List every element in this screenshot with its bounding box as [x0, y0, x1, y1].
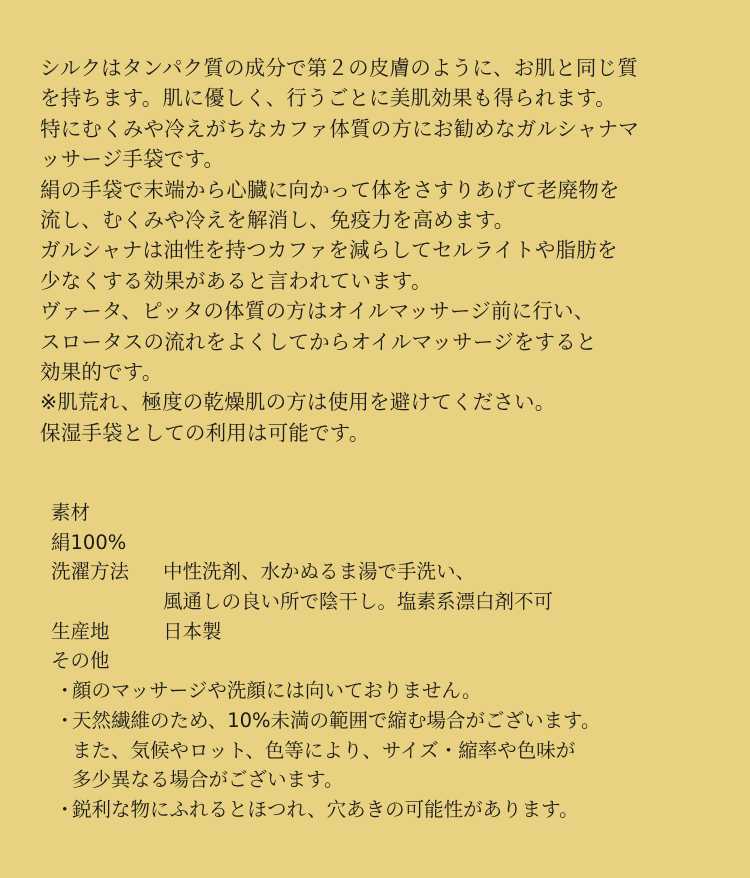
intro-line: ッサージ手袋です。 [40, 147, 225, 172]
intro-line: 特にむくみや冷えがちなカファ体質の方にお勧めなガルシャナマ [40, 116, 639, 141]
washing-value-line1: 中性洗剤、水かぬるま湯で手洗い、 [163, 560, 476, 584]
note-item [51, 706, 731, 736]
note-text: また、気候やロット、色等により、サイズ・縮率や色味が [72, 738, 576, 762]
intro-line: ※肌荒れ、極度の乾燥肌の方は使用を避けてください。 [40, 390, 556, 415]
bullet-marker: ・ [55, 797, 75, 821]
intro-line: を持ちます。肌に優しく、行うごとに美肌効果も得られます。 [40, 86, 616, 111]
note-item [51, 795, 731, 825]
origin-value: 日本製 [163, 619, 222, 643]
note-text: 多少異なる場合がございます。 [72, 768, 344, 792]
note-item [51, 676, 731, 706]
intro-line: 保湿手袋としての利用は可能です。 [40, 420, 370, 445]
other-label-row [51, 646, 731, 676]
note-text: 鋭利な物にふれるとほつれ、穴あきの可能性があります。 [72, 797, 579, 821]
intro-line: ヴァータ、ピッタの体質の方はオイルマッサージ前に行い、 [40, 299, 595, 324]
material-label: 素材 [51, 501, 91, 524]
material-label-row [51, 498, 731, 528]
material-value: 絹100% [51, 530, 127, 554]
intro-line: 流し、むくみや冷えを解消し、免疫力を高めます。 [40, 207, 515, 232]
origin-label: 生産地 [51, 619, 110, 643]
washing-row-continued [51, 587, 731, 617]
material-value-row [51, 528, 731, 558]
intro-line: 少なくする効果があると言われています。 [40, 268, 432, 293]
intro-line: 効果的です。 [40, 359, 163, 384]
intro-line: スロータスの流れをよくしてからオイルマッサージをすると [40, 329, 597, 354]
washing-value-line2: 風通しの良い所で陰干し。塩素系漂白剤不可 [163, 590, 554, 614]
note-item-continued [51, 765, 731, 795]
bullet-marker: ・ [55, 679, 75, 703]
origin-row [51, 617, 731, 647]
washing-row [51, 557, 731, 587]
washing-label: 洗濯方法 [51, 560, 130, 584]
intro-line: 絹の手袋で末端から心臓に向かって体をさすりあげて老廃物を [40, 177, 620, 202]
intro-line: シルクはタンパク質の成分で第２の皮膚のように、お肌と同じ質 [40, 56, 638, 80]
spec-section [51, 498, 731, 825]
note-item-continued [51, 736, 731, 766]
bullet-marker: ・ [55, 708, 75, 732]
intro-line: ガルシャナは油性を持つカファを減らしてセルライトや脂肪を [40, 238, 618, 263]
intro-paragraph [40, 53, 730, 448]
other-label: その他 [51, 649, 110, 673]
note-text: 顔のマッサージや洗顔には向いておりません。 [72, 679, 482, 703]
note-text: 天然繊維のため、10%未満の範囲で縮む場合がございます。 [72, 708, 601, 732]
